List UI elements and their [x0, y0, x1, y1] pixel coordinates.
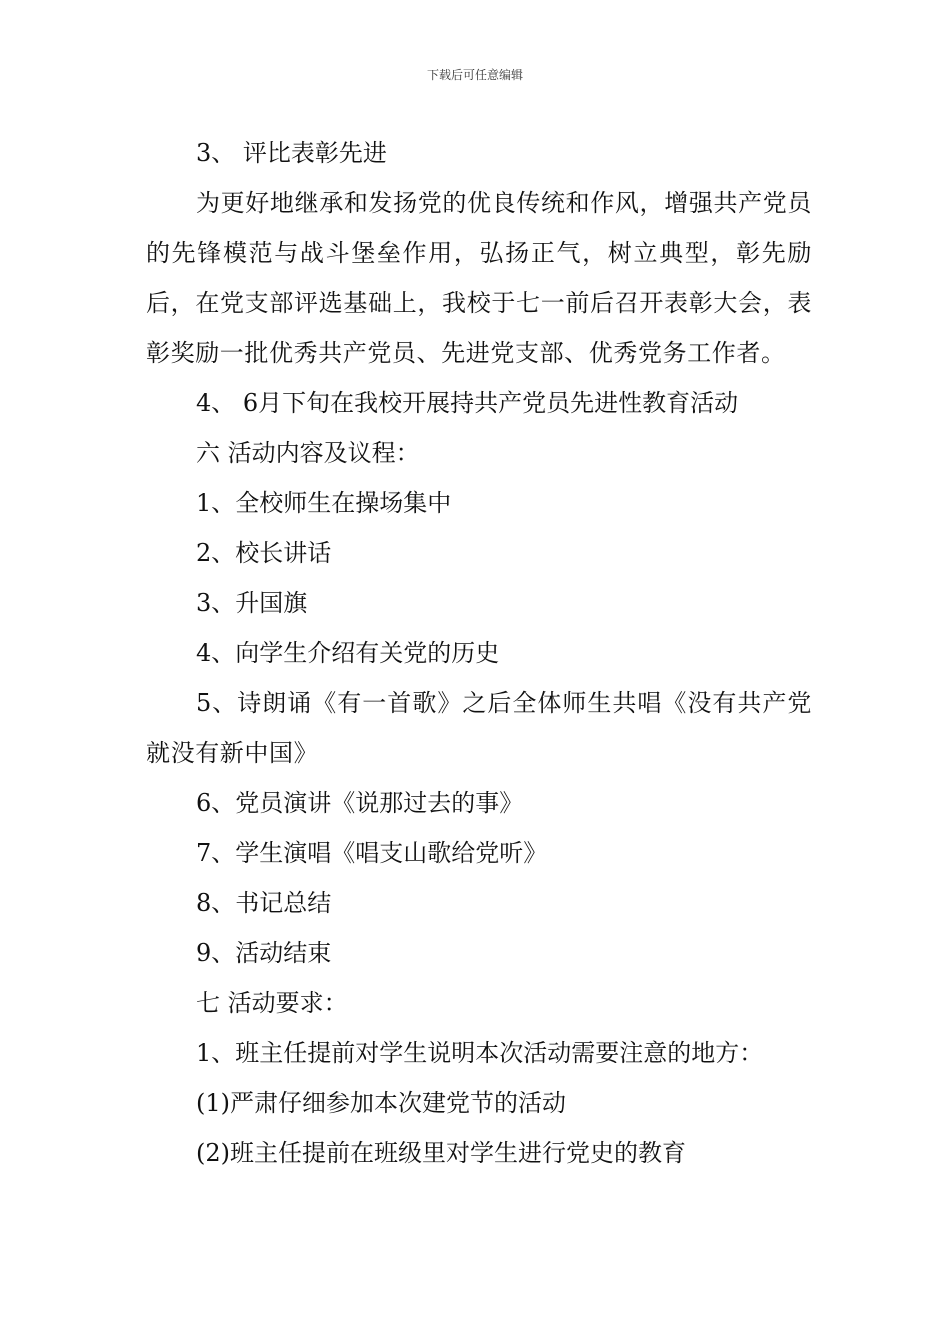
agenda-item: 8、书记总结	[196, 889, 332, 917]
agenda-item: 2、校长讲话	[196, 539, 332, 567]
requirement-item: 1、班主任提前对学生说明本次活动需要注意的地方：	[196, 1039, 764, 1067]
agenda-item: 1、全校师生在操场集中	[196, 489, 452, 517]
section6-heading: 六 活动内容及议程：	[196, 439, 420, 467]
page-header: 下载后可任意编辑	[426, 68, 523, 82]
document-body	[146, 128, 812, 1178]
item4-heading: 4、 6月下旬在我校开展持共产党员先进性教育活动	[196, 389, 739, 417]
requirement-item: (2)班主任提前在班级里对学生进行党史的教育	[196, 1139, 686, 1167]
agenda-item: 7、学生演唱《唱支山歌给党听》	[196, 839, 548, 867]
requirement-item: (1)严肃仔细参加本次建党节的活动	[196, 1089, 566, 1117]
agenda-item: 3、升国旗	[196, 589, 308, 617]
agenda-item-poem: 5、诗朗诵《有一首歌》之后全体师生共唱《没有共产党就没有新中国》	[146, 689, 812, 767]
agenda-item: 9、活动结束	[196, 939, 332, 967]
item3-paragraph: 为更好地继承和发扬党的优良传统和作风，增强共产党员的先锋模范与战斗堡垒作用，弘扬正气，树立典型，彰先励后，在党支部评选基础上，我校于七一前后召开表彰大会，表彰奖励一批优秀共产党员、先进党支部、优秀党务工作者。	[146, 189, 812, 367]
agenda-item: 4、向学生介绍有关党的历史	[196, 639, 500, 667]
agenda-item: 6、党员演讲《说那过去的事》	[196, 789, 524, 817]
section7-heading: 七 活动要求：	[196, 989, 348, 1017]
item3-heading: 3、 评比表彰先进	[196, 139, 387, 167]
